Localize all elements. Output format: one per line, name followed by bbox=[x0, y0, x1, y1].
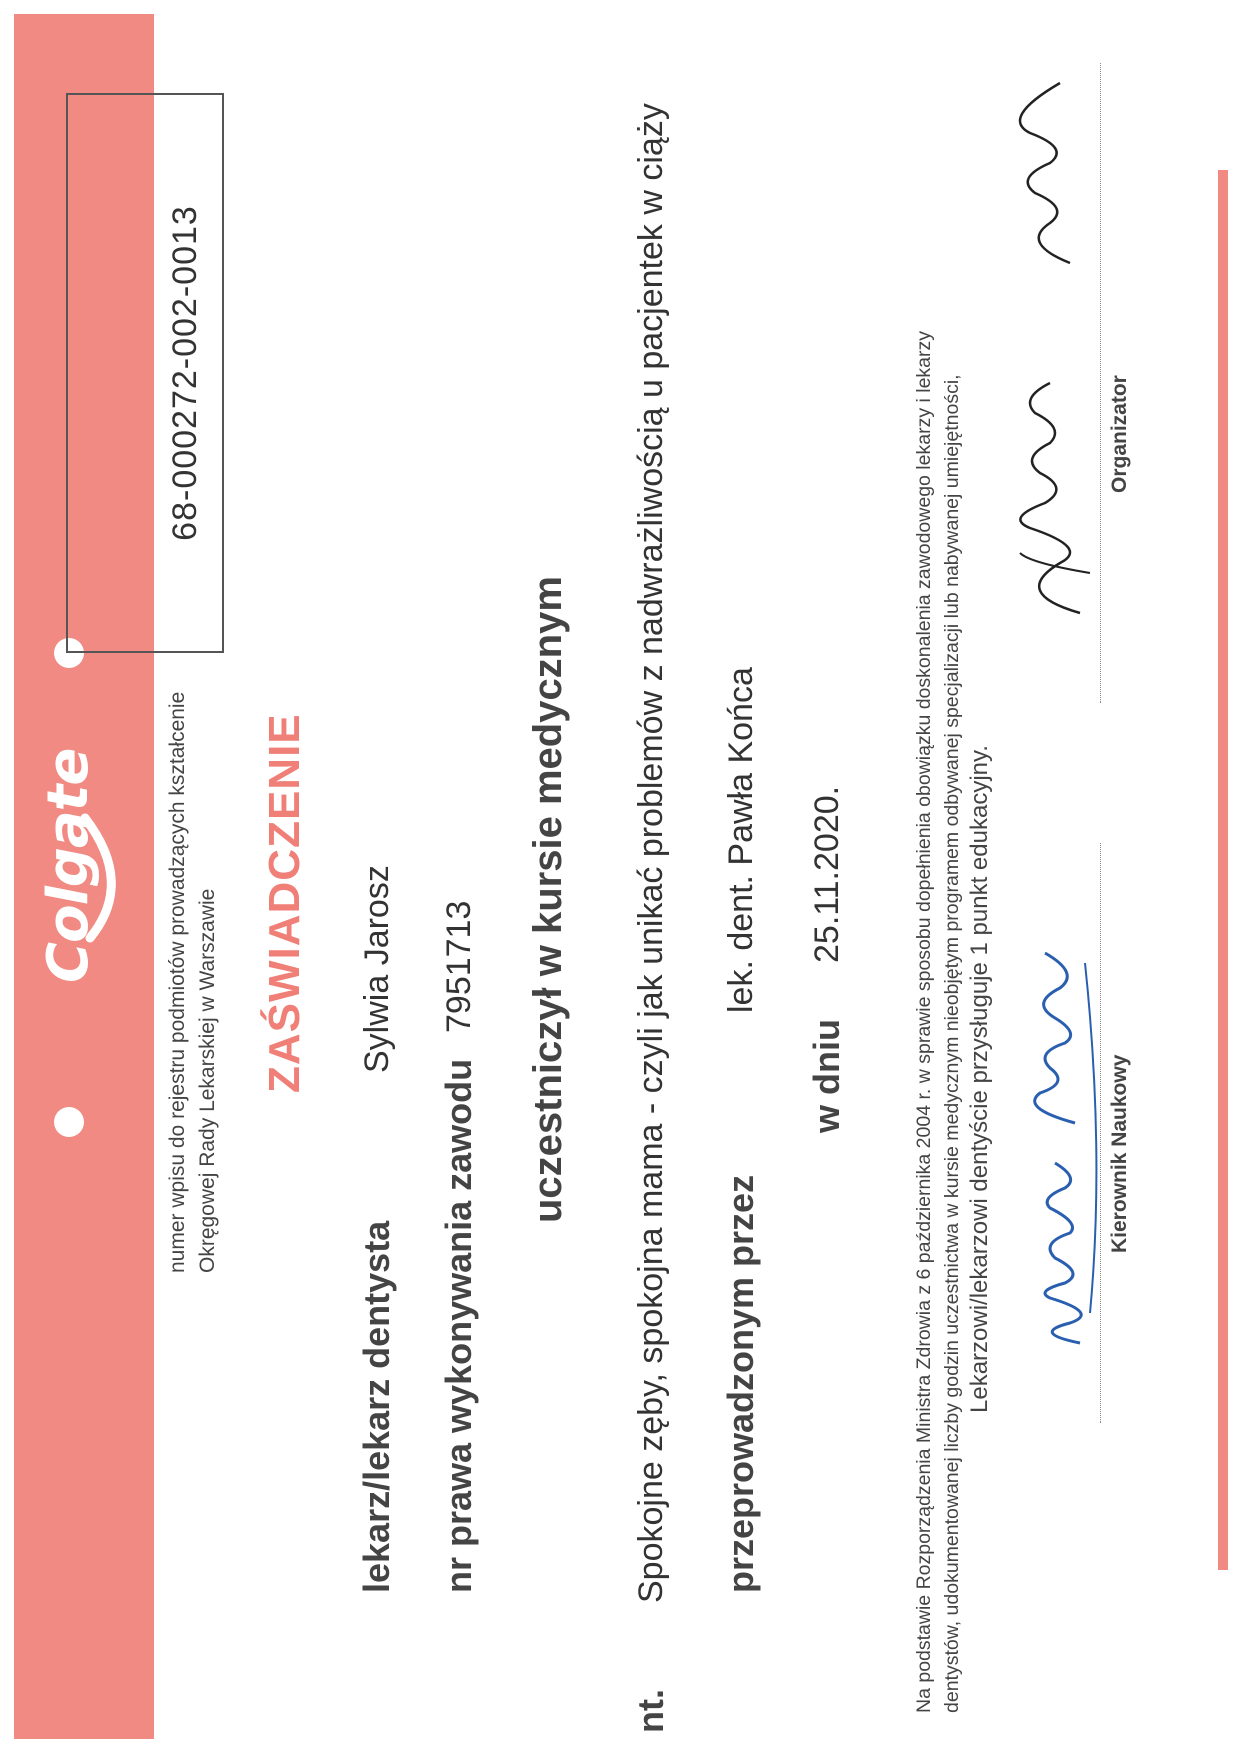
participant-name: Sylwia Jarosz bbox=[358, 865, 396, 1073]
license-number: 7951713 bbox=[440, 900, 478, 1033]
legal-basis bbox=[910, 331, 966, 1713]
date-label: w dniu bbox=[806, 1019, 847, 1133]
logo-swoosh-icon bbox=[80, 813, 130, 943]
course-date: 25.11.2020. bbox=[808, 785, 846, 963]
education-credit: Lekarzowi/lekarzowi dentyście przysługuje 1 punkt edukacyjny. bbox=[966, 745, 993, 1413]
signature-organizer bbox=[990, 63, 1100, 623]
registry-number-box bbox=[66, 93, 224, 653]
registry-label: numer wpisu do rejestru podmiotów prowadzących kształcenie bbox=[166, 691, 189, 1273]
signature-line-right bbox=[1100, 63, 1101, 703]
organizer-label: Organizator bbox=[1108, 375, 1131, 493]
profession-label: lekarz/lekarz dentysta bbox=[356, 1220, 397, 1593]
topic-label: nt. bbox=[630, 1689, 671, 1733]
signature-scientific-head bbox=[1010, 933, 1105, 1353]
conducted-by: lek. dent. Pawła Końca bbox=[722, 667, 760, 1013]
course-topic: Spokojne zęby, spokojna mama - czyli jak unikać problemów z nadwrażliwością u pacjentek w ciąży bbox=[632, 103, 670, 1603]
legal-line-2: dentystów, udokumentowanej liczby godzin uczestnictwa w kursie medycznym nieobjętym programem odbywanej specjalizacji lub nabywanej umiejętności, bbox=[941, 374, 963, 1713]
registry-number: 68-000272-002-0013 bbox=[166, 205, 204, 541]
certificate-title: ZAŚWIADCZENIE bbox=[260, 713, 309, 1093]
conducted-label: przeprowadzonym przez bbox=[720, 1174, 761, 1593]
logo-wordmark: Colgate bbox=[36, 748, 101, 983]
scientific-head-label: Kierownik Naukowy bbox=[1108, 1054, 1131, 1253]
legal-line-1: Na podstawie Rozporządzenia Ministra Zdrowia z 6 października 2004 r. w sprawie sposobu dopełnienia obowiązku doskonalenia zawodowego lekarzy i lekarzy bbox=[913, 330, 935, 1713]
participation-statement: uczestniczył w kursie medycznym bbox=[526, 576, 570, 1223]
signature-line-left bbox=[1100, 843, 1101, 1423]
registry-label-2: Okręgowej Rady Lekarskiej w Warszawie bbox=[196, 888, 219, 1273]
license-label: nr prawa wykonywania zawodu bbox=[438, 1058, 479, 1593]
colgate-logo bbox=[26, 743, 136, 983]
